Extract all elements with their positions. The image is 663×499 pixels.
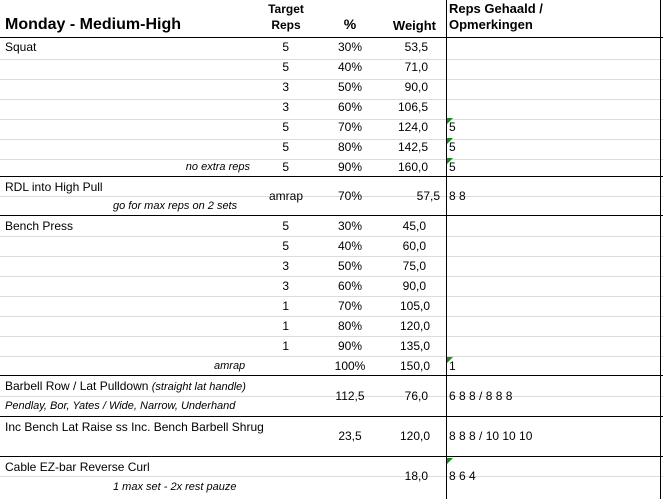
cell-reps[interactable]: 3 xyxy=(282,100,289,114)
cell-weight[interactable]: 18,0 xyxy=(404,469,428,483)
cell-weight[interactable]: 120,0 xyxy=(399,319,430,333)
cell-reps[interactable]: 1 xyxy=(282,319,289,333)
cell-reps[interactable]: 1 xyxy=(282,339,289,353)
cell-reps[interactable]: 3 xyxy=(282,259,289,273)
exercise-name: Barbell Row / Lat Pulldown xyxy=(5,379,149,393)
cell-weight[interactable]: 60,0 xyxy=(402,239,426,253)
cell-pct[interactable]: 70% xyxy=(337,189,363,203)
cell-pct[interactable]: 90% xyxy=(337,160,363,174)
header-notes-line1: Reps Gehaald / xyxy=(449,1,543,16)
cell-weight[interactable]: 90,0 xyxy=(402,279,426,293)
exercise-inc-bench-lat-raise: Inc Bench Lat Raise ss Inc. Bench Barbell Shrug xyxy=(5,420,264,434)
cell-reps[interactable]: 5 xyxy=(282,60,289,74)
header-target: Target xyxy=(268,2,304,16)
cell-reps[interactable]: 5 xyxy=(282,120,289,134)
cell-pct[interactable]: 70% xyxy=(337,120,363,134)
cell-pct[interactable]: 30% xyxy=(337,40,363,54)
cell-reps[interactable]: 3 xyxy=(282,279,289,293)
cell-note[interactable]: amrap xyxy=(214,360,246,372)
sheet-title: Monday - Medium-High xyxy=(5,16,181,33)
cell-weight[interactable]: 135,0 xyxy=(399,339,430,353)
exercise-name-note: (straight lat handle) xyxy=(151,381,246,393)
cell-done[interactable]: 5 xyxy=(449,140,456,154)
cell-done[interactable]: 8 8 xyxy=(449,189,466,203)
cell-pct[interactable]: 100% xyxy=(334,359,366,373)
cell-note[interactable]: no extra reps xyxy=(185,161,250,173)
cell-pct[interactable]: 60% xyxy=(337,279,363,293)
cell-pct[interactable]: 60% xyxy=(337,100,363,114)
cell-reps[interactable]: 5 xyxy=(282,140,289,154)
cell-reps[interactable]: 1 xyxy=(282,299,289,313)
cell-weight[interactable]: 75,0 xyxy=(402,259,426,273)
exercise-bench-press: Bench Press xyxy=(5,219,74,233)
header-percent: % xyxy=(343,16,357,32)
cell-weight[interactable]: 45,0 xyxy=(402,219,426,233)
cell-pct[interactable]: 70% xyxy=(337,299,363,313)
cell-weight[interactable]: 105,0 xyxy=(399,299,430,313)
cell-weight[interactable]: 120,0 xyxy=(399,429,430,443)
header-reps: Reps xyxy=(271,18,301,32)
exercise-squat: Squat xyxy=(5,40,37,54)
cell-pct[interactable]: 80% xyxy=(337,140,363,154)
exercise-reverse-curl: Cable EZ-bar Reverse Curl xyxy=(5,460,150,474)
cell-pct[interactable]: 112,5 xyxy=(335,389,365,403)
cell-done[interactable]: 8 6 4 xyxy=(449,469,476,483)
exercise-rdl: RDL into High Pull xyxy=(5,180,103,194)
cell-reps[interactable]: 5 xyxy=(282,160,289,174)
cell-weight[interactable]: 106,5 xyxy=(397,100,428,114)
cell-done[interactable]: 8 8 8 / 10 10 10 xyxy=(449,429,533,443)
cell-pct[interactable]: 30% xyxy=(337,219,363,233)
cell-weight[interactable]: 71,0 xyxy=(404,60,428,74)
cell-reps[interactable]: amrap xyxy=(268,189,303,203)
cell-reps[interactable]: 5 xyxy=(282,219,289,233)
cell-done[interactable]: 6 8 8 / 8 8 8 xyxy=(449,389,513,403)
cell-done[interactable]: 1 xyxy=(449,359,456,373)
cell-done[interactable]: 5 xyxy=(449,160,456,174)
header-notes-line2: Opmerkingen xyxy=(449,17,533,32)
cell-pct[interactable]: 40% xyxy=(337,60,363,74)
comment-indicator[interactable] xyxy=(447,458,453,464)
cell-pct[interactable]: 50% xyxy=(337,80,363,94)
header-weight: Weight xyxy=(392,18,436,33)
cell-weight[interactable]: 90,0 xyxy=(404,80,428,94)
cell-pct[interactable]: 50% xyxy=(337,259,363,273)
cell-note[interactable]: go for max reps on 2 sets xyxy=(113,200,238,212)
cell-weight[interactable]: 160,0 xyxy=(397,160,428,174)
cell-pct[interactable]: 80% xyxy=(337,319,363,333)
cell-pct[interactable]: 23,5 xyxy=(338,429,362,443)
cell-note[interactable]: Pendlay, Bor, Yates / Wide, Narrow, Underhand xyxy=(5,400,236,412)
cell-pct[interactable]: 90% xyxy=(337,339,363,353)
cell-reps[interactable]: 5 xyxy=(282,40,289,54)
cell-weight[interactable]: 142,5 xyxy=(397,140,428,154)
cell-done[interactable]: 5 xyxy=(449,120,456,134)
exercise-barbell-row xyxy=(5,379,246,394)
cell-weight[interactable]: 124,0 xyxy=(397,120,428,134)
cell-note[interactable]: 1 max set - 2x rest pauze xyxy=(113,481,237,493)
cell-weight[interactable]: 53,5 xyxy=(404,40,428,54)
cell-weight[interactable]: 76,0 xyxy=(404,389,428,403)
cell-reps[interactable]: 3 xyxy=(282,80,289,94)
cell-weight[interactable]: 150,0 xyxy=(399,359,430,373)
cell-reps[interactable]: 5 xyxy=(282,239,289,253)
cell-pct[interactable]: 40% xyxy=(337,239,363,253)
cell-weight[interactable]: 57,5 xyxy=(416,189,440,203)
